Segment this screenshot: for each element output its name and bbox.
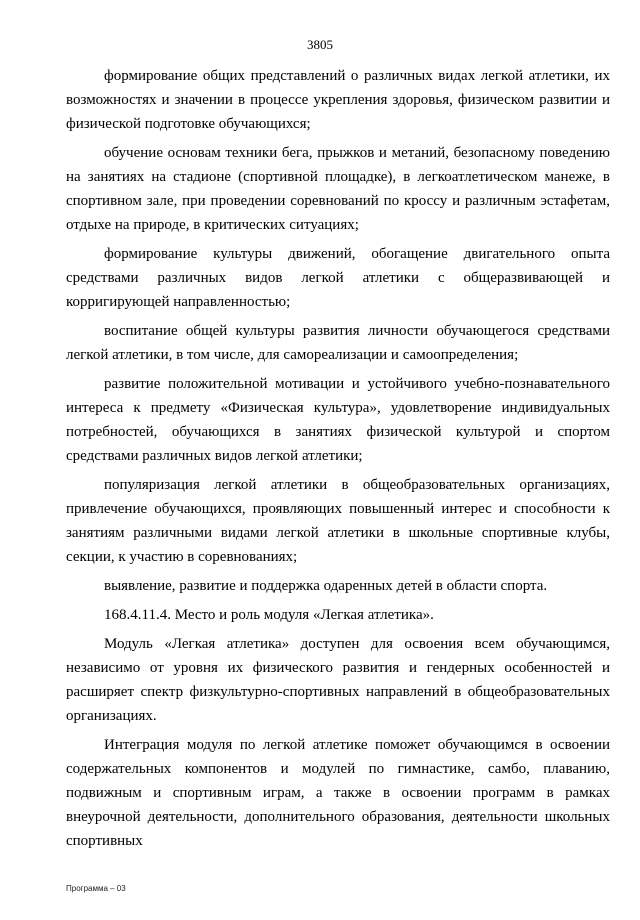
paragraph-objective-popularization: популяризация легкой атлетики в общеобразовательных организациях, привлечение обучающихся, проявляющих повышенный интерес и способности к занятиям различными видами легкой атлетики в школьные спортивные клубы, секции, к участию в соревнованиях; [66, 477, 610, 565]
page-number: 3805 [307, 37, 333, 52]
paragraph-module-availability: Модуль «Легкая атлетика» доступен для освоения всем обучающимся, независимо от уровня их физического развития и гендерных особенностей и расширяет спектр физкультурно-спортивных направлений в общеобразовательных организациях. [66, 636, 610, 724]
paragraph-objective-technique-training: обучение основам техники бега, прыжков и метаний, безопасному поведению на занятиях на стадионе (спортивной площадке), в легкоатлетическом манеже, в спортивном зале, при проведении соревнований по кроссу и различным эстафетам, отдыхе на природе, в критических ситуациях; [66, 145, 610, 233]
paragraph-objective-gifted-children: выявление, развитие и поддержка одаренных детей в области спорта. [104, 578, 548, 594]
paragraph-objective-movement-culture: формирование культуры движений, обогащение двигательного опыта средствами различных видов легкой атлетики с общеразвивающей и корригирующей направленностью; [66, 246, 610, 310]
page-footer: Программа – 03 [66, 884, 126, 893]
paragraph-objective-personal-development: воспитание общей культуры развития личности обучающегося средствами легкой атлетики, в том числе, для самореализации и самоопределения; [66, 323, 610, 363]
document-body [66, 64, 610, 858]
section-heading: 168.4.11.4. Место и роль модуля «Легкая атлетика». [104, 607, 434, 623]
paragraph-objective-motivation: развитие положительной мотивации и устойчивого учебно-познавательного интереса к предмету «Физическая культура», удовлетворение индивидуальных потребностей, обучающихся в занятиях физической культурой и спортом средствами различных видов легкой атлетики; [66, 376, 610, 464]
paragraph-module-integration: Интеграция модуля по легкой атлетике поможет обучающимся в освоении содержательных компонентов и модулей по гимнастике, самбо, плаванию, подвижным и спортивным играм, а также в освоении программ в рамках внеурочной деятельности, дополнительного образования, деятельности школьных спортивных [66, 737, 610, 849]
paragraph-objective-general-ideas: формирование общих представлений о различных видах легкой атлетики, их возможностях и значении в процессе укрепления здоровья, физическом развитии и физической подготовке обучающихся; [66, 68, 610, 132]
